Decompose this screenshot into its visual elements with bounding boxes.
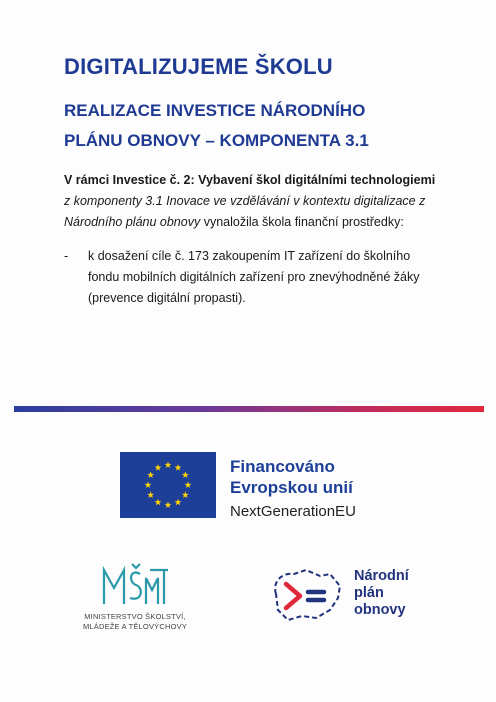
eu-star-icon bbox=[165, 461, 172, 468]
eu-star-icon bbox=[155, 464, 162, 471]
bullet-dash: - bbox=[64, 249, 69, 263]
npo-line-3: obnovy bbox=[354, 602, 406, 618]
npo-line-1: Národní bbox=[354, 568, 409, 584]
npo-logo bbox=[268, 560, 448, 640]
eu-star-icon bbox=[185, 481, 192, 488]
msmt-caption bbox=[60, 612, 210, 632]
bullet-line-1: k dosažení cíle č. 173 zakoupením IT zařízení do školního bbox=[88, 249, 411, 263]
eu-funding-logo bbox=[120, 452, 420, 532]
subtitle-line-1: REALIZACE INVESTICE NÁRODNÍHO bbox=[64, 101, 366, 120]
eu-funding-text bbox=[230, 456, 356, 524]
bullet-line-3: (prevence digitální propasti). bbox=[88, 291, 246, 305]
eu-flag-icon bbox=[120, 452, 216, 518]
msmt-caption-line-2: MLÁDEŽE A TĚLOVÝCHOVY bbox=[82, 622, 188, 631]
intro-plain-text: vynaložila škola finanční prostředky: bbox=[200, 215, 404, 229]
eu-star-icon bbox=[165, 501, 172, 508]
eu-line-2: Evropskou unií bbox=[230, 478, 353, 497]
eu-star-icon bbox=[145, 481, 152, 488]
page-title: DIGITALIZUJEME ŠKOLU bbox=[64, 54, 333, 79]
subtitle-line-2: PLÁNU OBNOVY – KOMPONENTA 3.1 bbox=[64, 131, 369, 150]
bullet-list bbox=[64, 246, 464, 309]
eu-star-icon bbox=[147, 491, 154, 498]
list-item bbox=[64, 246, 464, 309]
npo-text bbox=[354, 568, 409, 619]
page-subtitle bbox=[64, 96, 464, 156]
msmt-logo-icon bbox=[100, 560, 170, 610]
npo-line-2: plán bbox=[354, 585, 384, 601]
msmt-logo bbox=[60, 560, 210, 640]
eu-star-icon bbox=[155, 499, 162, 506]
eu-star-icon bbox=[175, 499, 182, 506]
eu-star-icon bbox=[147, 471, 154, 478]
eu-line-3: NextGenerationEU bbox=[230, 503, 356, 520]
eu-line-1: Financováno bbox=[230, 457, 335, 476]
msmt-caption-line-1: MINISTERSTVO ŠKOLSTVÍ, bbox=[84, 612, 186, 621]
eu-star-icon bbox=[175, 464, 182, 471]
eu-stars bbox=[120, 452, 216, 518]
bullet-line-2: fondu mobilních digitálních zařízení pro znevýhodněné žáky bbox=[88, 270, 420, 284]
narodni-plan-obnovy-logo-icon bbox=[268, 564, 348, 628]
gradient-divider bbox=[14, 406, 484, 412]
eu-star-icon bbox=[182, 491, 189, 498]
intro-italic-text: z komponenty 3.1 Inovace ve vzdělávání v kontextu digitalizace z Národního plánu obnovy bbox=[64, 194, 426, 229]
intro-paragraph bbox=[64, 170, 464, 233]
intro-bold-line: V rámci Investice č. 2: Vybavení škol digitálními technologiemi bbox=[64, 173, 436, 187]
eu-star-icon bbox=[182, 471, 189, 478]
